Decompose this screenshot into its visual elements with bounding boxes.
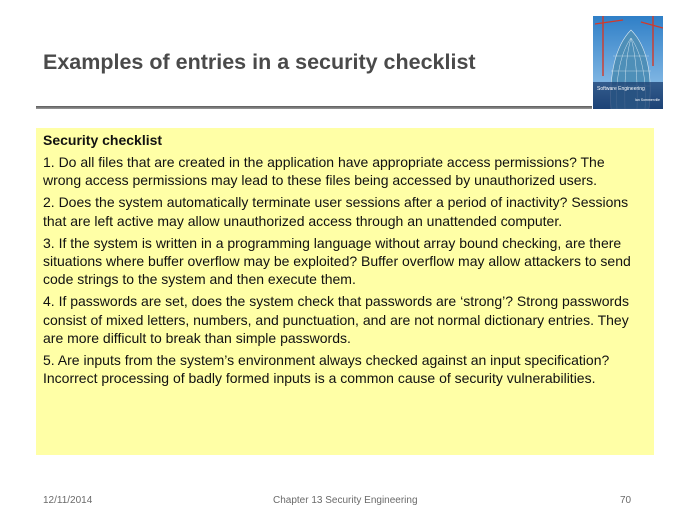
building-icon xyxy=(593,16,663,109)
book-cover-image xyxy=(593,16,663,109)
checklist-entry-2: 2. Does the system automatically terminate user sessions after a period of inactivity? Sessions that are left active may allow unauthorized access through an unattended computer. xyxy=(43,194,629,229)
checklist-entry-1: 1. Do all files that are created in the application have appropriate access permissions? The wrong access permissions may lead to these files being accessed by unauthorized users. xyxy=(43,154,605,189)
cover-author: Ian Sommerville xyxy=(634,98,660,102)
checklist-entry-3: 3. If the system is written in a programming language without array bound checking, are there situations where buffer overflow may be exploited? Buffer overflow may allow attackers to send code strings to the system and then execute them. xyxy=(43,234,631,288)
cover-title: Software Engineering xyxy=(597,86,645,92)
slide-title: Examples of entries in a security checklist xyxy=(43,50,476,74)
checklist-entry-4: 4. If passwords are set, does the system check that passwords are ‘strong’? Strong passwords consist of mixed letters, numbers, and punctuation, and are not normal dictionary entries. They are more difficult to break than simple passwords. xyxy=(43,293,629,346)
title-underline xyxy=(36,106,592,109)
footer-page-number: 70 xyxy=(620,495,632,506)
footer-chapter: Chapter 13 Security Engineering xyxy=(273,495,418,506)
footer-date: 12/11/2014 xyxy=(43,495,93,506)
checklist-heading: Security checklist xyxy=(43,132,163,148)
checklist-entry-5: 5. Are inputs from the system’s environment always checked against an input specification? Incorrect processing of badly formed inputs is a common cause of security vulnerabilities. xyxy=(43,352,610,387)
security-checklist-box xyxy=(36,128,654,455)
